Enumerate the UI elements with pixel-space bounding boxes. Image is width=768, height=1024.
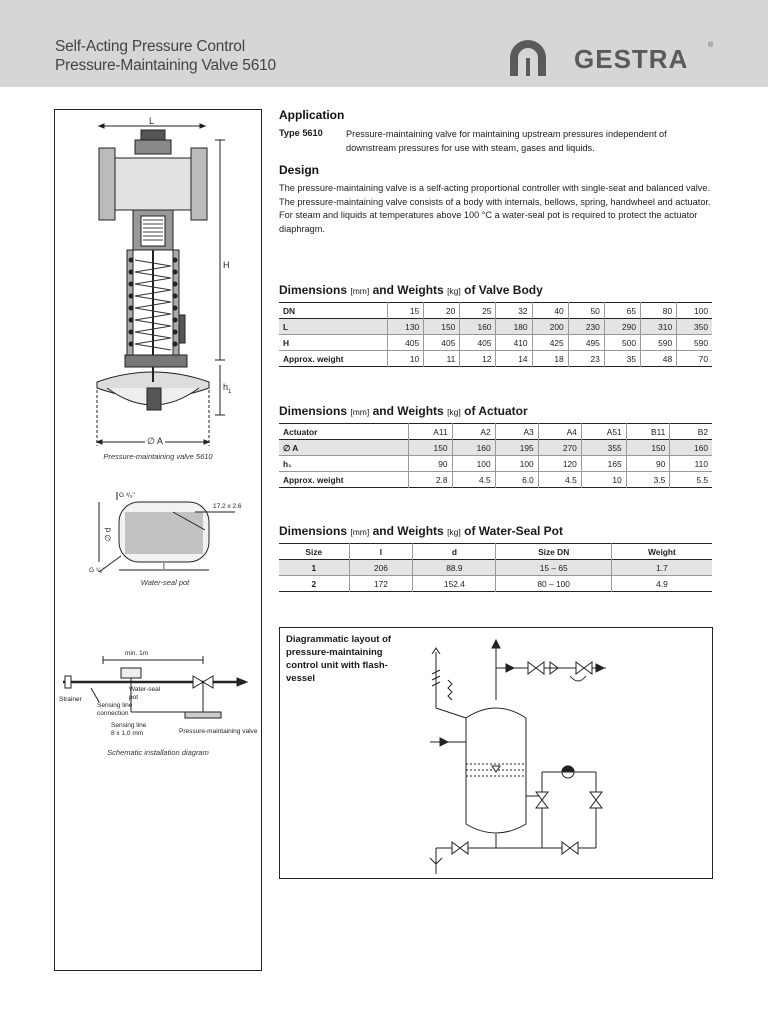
table-header-cell: Actuator xyxy=(283,426,318,437)
actuator-unit-kg: [kg] xyxy=(447,407,461,417)
table-cell: 110 xyxy=(670,456,712,472)
table-cell: 206 xyxy=(349,560,413,576)
table-header-cell: d xyxy=(413,544,496,560)
table-cell: 5.5 xyxy=(670,472,712,488)
water-seal-pot-title xyxy=(279,524,563,538)
table-cell: 35 xyxy=(604,351,640,367)
table-cell: L xyxy=(279,319,388,335)
table-row xyxy=(279,335,712,351)
table-header-cell: DN xyxy=(283,305,296,316)
valve-caption: Pressure-maintaining valve 5610 xyxy=(103,452,213,461)
logo-registered-mark: ® xyxy=(708,42,714,49)
water-seal-pot-table xyxy=(279,543,712,592)
table-cell: Approx. weight xyxy=(283,353,344,364)
table-header-cell: A51 xyxy=(581,424,626,440)
table-cell: 120 xyxy=(538,456,581,472)
table-row xyxy=(279,351,712,367)
table-row xyxy=(279,472,712,488)
table-cell: h₁ xyxy=(283,458,292,469)
valve-body-unit-kg: [kg] xyxy=(447,286,461,296)
design-heading: Design xyxy=(279,163,320,177)
table-cell: 88.9 xyxy=(413,560,496,576)
install-label-valve: Pressure-maintaining valve xyxy=(179,728,258,735)
install-label-strainer: Strainer xyxy=(59,696,82,703)
label-H: H xyxy=(223,260,230,270)
table-cell: 6.0 xyxy=(495,472,538,488)
actuator-title-c: of Actuator xyxy=(464,404,528,418)
table-cell: 4.5 xyxy=(538,472,581,488)
table-cell: H xyxy=(283,337,290,348)
pot-label-l: l xyxy=(163,562,165,571)
table-cell: 11 xyxy=(424,351,460,367)
pot-caption: Water-seal pot xyxy=(140,578,190,587)
type-description: Pressure-maintaining valve for maintaining upstream pressures independent of downstream pressures for use with steam, gases and liquids. xyxy=(346,129,667,153)
table-cell: 2.8 xyxy=(408,472,452,488)
table-cell: 130 xyxy=(388,319,424,335)
actuator-table xyxy=(279,423,712,488)
page-title-line2: Pressure-Maintaining Valve 5610 xyxy=(55,57,276,74)
label-h1-base: h xyxy=(223,382,229,392)
table-cell: 90 xyxy=(626,456,670,472)
table-cell: 230 xyxy=(568,319,604,335)
table-header-cell: A11 xyxy=(408,424,452,440)
table-header-cell: 40 xyxy=(532,303,568,319)
page-title xyxy=(55,37,276,75)
table-cell: 350 xyxy=(677,319,712,335)
table-cell: 70 xyxy=(677,351,712,367)
label-A: ∅ A xyxy=(147,436,163,446)
valve-body-unit-mm: [mm] xyxy=(350,286,370,296)
table-cell: 14 xyxy=(496,351,532,367)
table-header-cell: A4 xyxy=(538,424,581,440)
design-text-2: The pressure-maintaining valve consists of a body with internals, bellows, spring, handwheel and actuator. For steam and liquids at temperatures above 100 °C a water-seal pot is required to protect the actuator diaphragm. xyxy=(279,196,711,234)
table-header-cell: Size xyxy=(305,546,323,557)
table-cell: 195 xyxy=(495,440,538,456)
left-drawing-panel xyxy=(54,109,262,971)
label-h1 xyxy=(223,382,231,395)
pot-unit-mm: [mm] xyxy=(350,527,370,537)
table-cell: 48 xyxy=(640,351,676,367)
actuator-title xyxy=(279,404,528,418)
actuator-header-row xyxy=(279,424,712,440)
table-cell: 172 xyxy=(349,576,413,592)
valve-body-table xyxy=(279,302,712,367)
application-heading: Application xyxy=(279,108,345,122)
valve-drawing xyxy=(55,110,261,470)
table-cell: 152.4 xyxy=(413,576,496,592)
table-cell: 15 – 65 xyxy=(496,560,611,576)
actuator-unit-mm: [mm] xyxy=(350,407,370,417)
table-row xyxy=(279,560,712,576)
pot-label-g38: G ³/₈" xyxy=(119,492,135,499)
label-L: L xyxy=(149,116,155,126)
table-cell: 3.5 xyxy=(626,472,670,488)
table-cell: 12 xyxy=(460,351,496,367)
table-cell: 1 xyxy=(279,560,349,576)
table-header-cell: 15 xyxy=(388,303,424,319)
actuator-title-a: Dimensions xyxy=(279,404,348,418)
table-header-cell: Weight xyxy=(611,544,712,560)
table-header-cell: B2 xyxy=(670,424,712,440)
table-header-cell: 20 xyxy=(424,303,460,319)
table-cell: 150 xyxy=(626,440,670,456)
table-cell: 150 xyxy=(424,319,460,335)
table-cell: 590 xyxy=(640,335,676,351)
table-header-cell: A3 xyxy=(495,424,538,440)
table-cell: 80 – 100 xyxy=(496,576,611,592)
table-row xyxy=(279,440,712,456)
valve-body-title-c: of Valve Body xyxy=(464,283,543,297)
water_seal_pot-header-row xyxy=(279,544,712,560)
table-cell: 290 xyxy=(604,319,640,335)
actuator-title-b: and Weights xyxy=(372,404,444,418)
table-cell: 23 xyxy=(568,351,604,367)
pot-title-c: of Water-Seal Pot xyxy=(464,524,564,538)
table-cell: 100 xyxy=(495,456,538,472)
table-row xyxy=(279,319,712,335)
table-cell: 10 xyxy=(388,351,424,367)
table-cell: 270 xyxy=(538,440,581,456)
design-paragraph xyxy=(279,182,719,236)
table-cell: 2 xyxy=(311,578,317,589)
table-cell: 405 xyxy=(460,335,496,351)
pot-title-a: Dimensions xyxy=(279,524,348,538)
table-cell: 160 xyxy=(670,440,712,456)
table-cell: 310 xyxy=(640,319,676,335)
table-header-cell: 32 xyxy=(496,303,532,319)
table-cell: 150 xyxy=(408,440,452,456)
valve_body-header-row xyxy=(279,303,712,319)
table-header-cell: 25 xyxy=(460,303,496,319)
table-header-cell: 50 xyxy=(568,303,604,319)
table-cell: Approx. weight xyxy=(283,474,344,485)
table-row xyxy=(279,456,712,472)
table-cell: 160 xyxy=(452,440,495,456)
table-cell: 500 xyxy=(604,335,640,351)
table-cell: 4.9 xyxy=(611,576,712,592)
table-header-cell: B11 xyxy=(626,424,670,440)
pot-label-g18: G ¹/₈" xyxy=(89,567,105,574)
table-cell: 355 xyxy=(581,440,626,456)
table-cell: 405 xyxy=(424,335,460,351)
flash-vessel-diagram xyxy=(280,628,712,878)
table-cell: 425 xyxy=(532,335,568,351)
table-row xyxy=(279,576,712,592)
pot-unit-kg: [kg] xyxy=(447,527,461,537)
table-header-cell: 80 xyxy=(640,303,676,319)
table-cell: 495 xyxy=(568,335,604,351)
install-label-water-seal: Water-seal pot xyxy=(129,686,161,701)
table-cell: 180 xyxy=(496,319,532,335)
table-cell: 410 xyxy=(496,335,532,351)
table-cell: 405 xyxy=(388,335,424,351)
table-cell: 4.5 xyxy=(452,472,495,488)
table-cell: 10 xyxy=(581,472,626,488)
table-cell: ∅ A xyxy=(279,440,408,456)
table-cell: 100 xyxy=(452,456,495,472)
table-header-cell: 100 xyxy=(677,303,712,319)
label-h1-sub: 1 xyxy=(228,388,232,395)
type-label: Type 5610 xyxy=(279,128,323,138)
install-label-sensing-connection: Sensing line connection xyxy=(97,702,133,717)
install-label-min: min. 1m xyxy=(125,650,149,657)
table-cell: 90 xyxy=(408,456,452,472)
install-label-sensing-line: Sensing line 8 x 1,0 mm xyxy=(111,722,147,737)
valve-body-title-a: Dimensions xyxy=(279,283,348,297)
table-header-cell: 65 xyxy=(604,303,640,319)
pot-label-d: ∅ d xyxy=(103,527,113,542)
page-header xyxy=(0,0,768,87)
table-cell: 18 xyxy=(532,351,568,367)
table-cell: 160 xyxy=(460,319,496,335)
table-cell: 200 xyxy=(532,319,568,335)
table-header-cell: l xyxy=(349,544,413,560)
install-caption: Schematic installation diagram xyxy=(107,748,209,757)
flash-vessel-diagram-box xyxy=(279,627,713,879)
table-cell: 590 xyxy=(677,335,712,351)
table-header-cell: Size DN xyxy=(496,544,611,560)
table-header-cell: A2 xyxy=(452,424,495,440)
page-title-line1: Self-Acting Pressure Control xyxy=(55,38,245,55)
diagram-title: Diagrammatic layout of pressure-maintaining control unit with flash-vessel xyxy=(286,634,392,684)
valve-body-title xyxy=(279,283,543,297)
table-cell: 165 xyxy=(581,456,626,472)
valve-body-title-b: and Weights xyxy=(372,283,444,297)
table-cell: 1.7 xyxy=(611,560,712,576)
logo-text: GESTRA xyxy=(574,44,689,74)
pot-title-b: and Weights xyxy=(372,524,444,538)
pot-label-size: 17.2 x 2.6 xyxy=(213,503,242,510)
design-text-1: The pressure-maintaining valve is a self-acting proportional controller with single-seat and balanced valve. xyxy=(279,183,711,193)
